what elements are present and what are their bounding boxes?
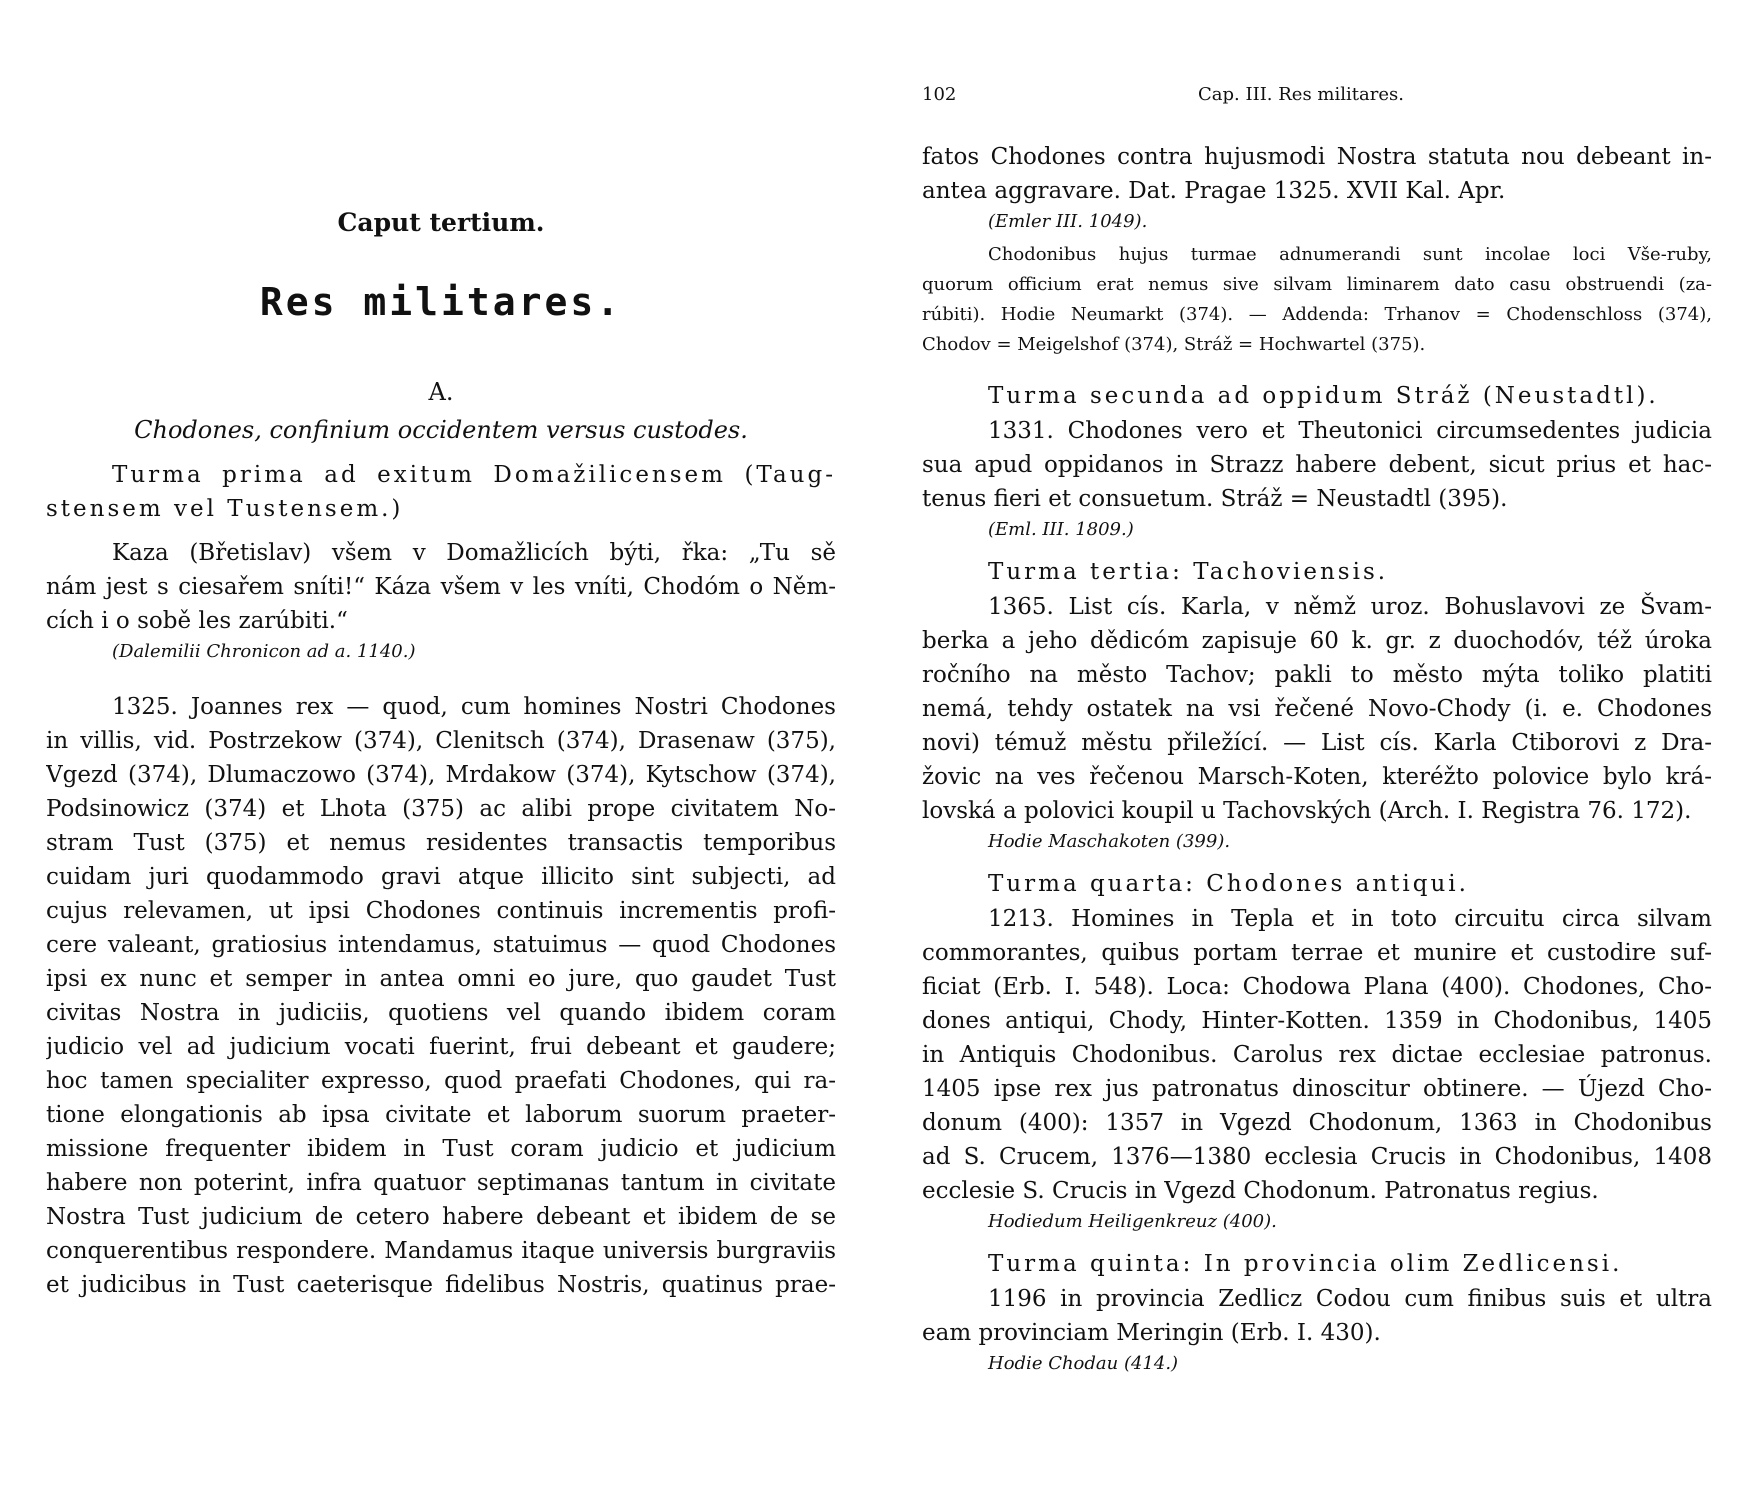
section-description: Chodones, confinium occidentem versus custodes.: [134, 416, 748, 444]
section-line: in Antiquis Chodonibus. Carolus rex dictae ecclesiae patronus.: [922, 1042, 1712, 1068]
section-line: 1331. Chodones vero et Theutonici circumsedentes judicia: [988, 418, 1712, 444]
section-line: ad S. Crucem, 1376—1380 ecclesia Crucis in Chodonibus, 1408: [922, 1144, 1712, 1170]
section-line: ficiat (Erb. I. 548). Loca: Chodowa Plana (400). Chodones, Cho-: [922, 974, 1712, 1000]
turma-section: [922, 1246, 1712, 1378]
continuation-source: (Emler III. 1049).: [988, 211, 1148, 232]
section-source: Hodie Maschakoten (399).: [988, 831, 1231, 852]
note-line: Chodov = Meigelshof (374), Stráž = Hochwartel (375).: [922, 334, 1426, 355]
note-line: quorum officium erat nemus sive silvam liminarem dato casu obstruendi (za-: [922, 274, 1712, 295]
body-line: tione elongationis ab ipsa civitate et laborum suorum praeter-: [46, 1102, 836, 1128]
section-line: žovic na ves řečenou Marsch-Koten, kteréžto polovice bylo krá-: [922, 764, 1712, 790]
dalemil-quote: [46, 536, 836, 666]
section-line: dones antiqui, Chody, Hinter-Kotten. 1359 in Chodonibus, 1405: [922, 1008, 1712, 1034]
chapter-subtitle: Res militares.: [259, 280, 623, 324]
section-line: berka a jeho dědicóm zapisuje 60 k. gr. z duochodóv, též úroka: [922, 628, 1712, 654]
section-line: sua apud oppidanos in Strazz habere debent, sicut prius et hac-: [922, 452, 1712, 478]
turma-heading: Turma quarta: Chodones antiqui.: [988, 871, 1469, 897]
turma-heading: Turma quinta: In provincia olim Zedlicensi.: [988, 1251, 1623, 1277]
section-source: Hodiedum Heiligenkreuz (400).: [988, 1211, 1277, 1232]
body-line: missione frequenter ibidem in Tust coram judicio et judicium: [46, 1136, 836, 1162]
body-line: cuidam juri quodammodo gravi atque illicito sint subjecti, ad: [46, 864, 836, 890]
body-line: ipsi ex nunc et semper in antea omni eo jure, quo gaudet Tust: [46, 966, 836, 992]
section-source: Hodie Chodau (414.): [988, 1353, 1179, 1374]
section-line: tenus fieri et consuetum. Stráž = Neustadtl (395).: [922, 486, 1508, 512]
body-line: Podsinowicz (374) et Lhota (375) ac alibi prope civitatem No-: [46, 796, 836, 822]
body-line: in villis, vid. Postrzekow (374), Clenitsch (374), Drasenaw (375),: [46, 728, 836, 754]
note-line: rúbiti). Hodie Neumarkt (374). — Addenda: Trhanov = Chodenschloss (374),: [922, 304, 1712, 325]
turma-section: [922, 378, 1712, 544]
section-line: ročního na město Tachov; pakli to město mýta toliko platiti: [922, 662, 1712, 688]
heading-line: Turma prima ad exitum Domažilicensem (Taug-: [112, 462, 836, 488]
body-line: Nostra Tust judicium de cetero habere debeant et ibidem de se: [46, 1204, 836, 1230]
section-letter: A.: [428, 378, 454, 406]
body-line: cujus relevamen, ut ipsi Chodones continuis incrementis profi-: [46, 898, 836, 924]
turma-sections: [922, 378, 1712, 1388]
section-line: donum (400): 1357 in Vgezd Chodonum, 1363 in Chodonibus: [922, 1110, 1712, 1136]
section-line: 1196 in provincia Zedlicz Codou cum finibus suis et ultra: [988, 1286, 1712, 1312]
chapter-title: Caput tertium.: [337, 208, 545, 237]
body-line: stram Tust (375) et nemus residentes transactis temporibus: [46, 830, 836, 856]
turma-prima-heading: [46, 458, 836, 526]
note-line: Chodonibus hujus turmae adnumerandi sunt incolae loci Vše-ruby,: [988, 244, 1712, 265]
body-line: conquerentibus respondere. Mandamus itaque universis burgraviis: [46, 1238, 836, 1264]
quote-line: nám jest s ciesařem sníti!“ Káza všem v les vníti, Chodóm o Něm-: [46, 574, 836, 600]
body-line: cere valeant, gratiosius intendamus, statuimus — quod Chodones: [46, 932, 836, 958]
running-title: Cap. III. Res militares.: [1198, 84, 1404, 105]
heading-line: stensem vel Tustensem.): [46, 496, 404, 522]
section-line: ecclesie S. Crucis in Vgezd Chodonum. Patronatus regius.: [922, 1178, 1599, 1204]
turma-heading: Turma secunda ad oppidum Stráž (Neustadtl).: [988, 383, 1659, 409]
continuation-line: fatos Chodones contra hujusmodi Nostra statuta nou debeant in-: [922, 144, 1712, 170]
continuation-line: antea aggravare. Dat. Pragae 1325. XVII Kal. Apr.: [922, 178, 1506, 204]
body-line: Vgezd (374), Dlumaczowo (374), Mrdakow (374), Kytschow (374),: [46, 762, 836, 788]
turma-section: [922, 866, 1712, 1236]
body-line: 1325. Joannes rex — quod, cum homines Nostri Chodones: [112, 694, 836, 720]
section-line: eam provinciam Meringin (Erb. I. 430).: [922, 1320, 1381, 1346]
section-line: lovská a polovici koupil u Tachovských (Arch. I. Registra 76. 172).: [922, 798, 1692, 824]
running-head: [922, 84, 1712, 114]
section-line: commorantes, quibus portam terrae et munire et custodire suf-: [922, 940, 1712, 966]
page-number: 102: [922, 84, 957, 105]
body-line: habere non poterint, infra quatuor septimanas tantum in civitate: [46, 1170, 836, 1196]
section-line: novi) témuž městu přiležící. — List cís. Karla Ctiborovi z Dra-: [922, 730, 1712, 756]
quote-line: cích i o sobě les zarúbiti.“: [46, 608, 348, 634]
quote-source: (Dalemilii Chronicon ad a. 1140.): [112, 641, 416, 662]
turma-section: [922, 554, 1712, 856]
section-line: 1405 ipse rex jus patronatus dinoscitur obtinere. — Újezd Cho-: [922, 1076, 1712, 1102]
charter-1325-text: [46, 690, 836, 1302]
quote-line: Kaza (Břetislav) všem v Domažlicích býti, řka: „Tu sě: [112, 540, 836, 566]
charter-continuation: [922, 140, 1712, 236]
body-line: judicio vel ad judicium vocati fuerint, frui debeant et gaudere;: [46, 1034, 836, 1060]
editorial-note: [922, 240, 1712, 360]
section-line: 1213. Homines in Tepla et in toto circuitu circa silvam: [988, 906, 1712, 932]
section-source: (Eml. III. 1809.): [988, 519, 1134, 540]
body-line: civitas Nostra in judiciis, quotiens vel quando ibidem coram: [46, 1000, 836, 1026]
body-line: hoc tamen specialiter expresso, quod praefati Chodones, qui ra-: [46, 1068, 836, 1094]
section-line: 1365. List cís. Karla, v němž uroz. Bohuslavovi ze Švam-: [988, 594, 1712, 620]
section-line: nemá, tehdy ostatek na vsi řečené Novo-Chody (i. e. Chodones: [922, 696, 1712, 722]
body-line: et judicibus in Tust caeterisque fidelibus Nostris, quatinus prae-: [46, 1272, 836, 1298]
turma-heading: Turma tertia: Tachoviensis.: [988, 559, 1389, 585]
